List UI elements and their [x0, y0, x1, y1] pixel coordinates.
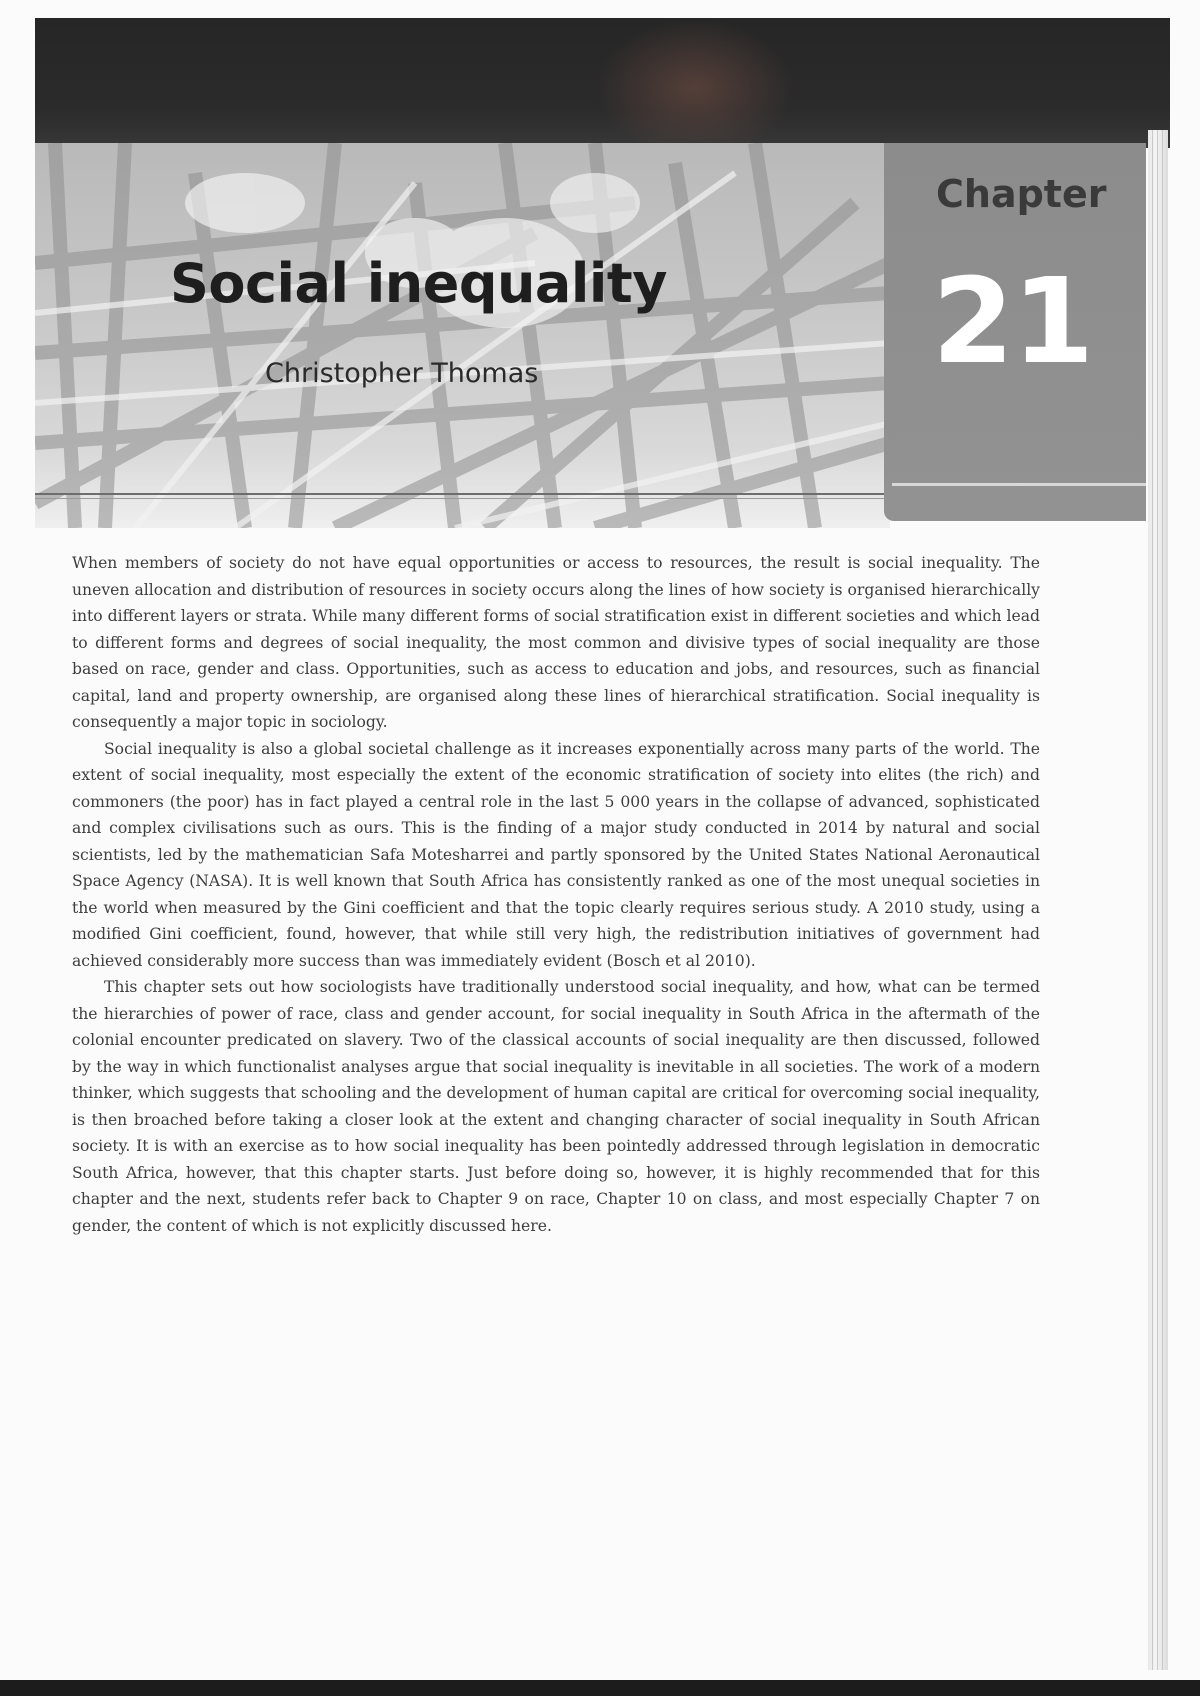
abstract-lattice-graphic [35, 143, 890, 528]
chapter-label: Chapter [936, 172, 1107, 216]
chapter-author: Christopher Thomas [265, 358, 539, 389]
paragraph: This chapter sets out how sociologists have traditionally understood social inequality, and how, what can be termed the hierarchies of power of race, class and gender account, for social inequality in South Africa in the aftermath of the colonial encounter predicated on slavery. Two of the classical accounts of social inequality are then discussed, followed by the way in which functionalist analyses argue that social inequality is inevitable in all societies. The work of a modern thinker, which suggests that schooling and the development of human capital are critical for overcoming social inequality, is then broached before taking a closer look at the extent and changing character of social inequality in South African society. It is with an exercise as to how social inequality has been pointedly addressed through legislation in democratic South Africa, however, that this chapter starts. Just before doing so, however, it is highly recommended that for this chapter and the next, students refer back to Chapter 9 on race, Chapter 10 on class, and most especially Chapter 7 on gender, the content of which is not explicitly discussed here. [72, 978, 1040, 1235]
chapter-title: Social inequality [170, 252, 667, 315]
chapter-introduction [72, 550, 1040, 1239]
paragraph: Social inequality is also a global societal challenge as it increases exponentially across many parts of the world. The extent of social inequality, most especially the extent of the economic stratification of society into elites (the rich) and commoners (the poor) has in fact played a central role in the last 5 000 years in the collapse of advanced, sophisticated and complex civilisations such as ours. This is the finding of a major study conducted in 2014 by natural and social scientists, led by the mathematician Safa Motesharrei and partly sponsored by the United States National Aeronautical Space Agency (NASA). It is well known that South Africa has consistently ranked as one of the most unequal societies in the world when measured by the Gini coefficient and that the topic clearly requires serious study. A 2010 study, using a modified Gini coefficient, found, however, that while still very high, the redistribution initiatives of government had achieved considerably more success than was immediately evident (Bosch et al 2010). [72, 739, 1040, 970]
chapter-box-rule [892, 483, 1146, 486]
scanner-shadow [35, 18, 1170, 148]
banner-divider-thin [35, 498, 890, 499]
finger-blur [595, 18, 795, 158]
banner-divider [35, 493, 890, 495]
chapter-number: 21 [932, 252, 1093, 390]
scanner-bottom-edge [0, 1680, 1200, 1696]
page-edge [1148, 130, 1168, 1670]
paragraph: When members of society do not have equal opportunities or access to resources, the result is social inequality. The uneven allocation and distribution of resources in society occurs along the lines of how society is organised hierarchically into different layers or strata. While many different forms of social stratification exist in different societies and which lead to different forms and degrees of social inequality, the most common and divisive types of social inequality are those based on race, gender and class. Opportunities, such as access to education and jobs, and resources, such as financial capital, land and property ownership, are organised along these lines of hierarchical stratification. Social inequality is consequently a major topic in sociology. [72, 554, 1040, 731]
chapter-banner-image [35, 143, 890, 528]
